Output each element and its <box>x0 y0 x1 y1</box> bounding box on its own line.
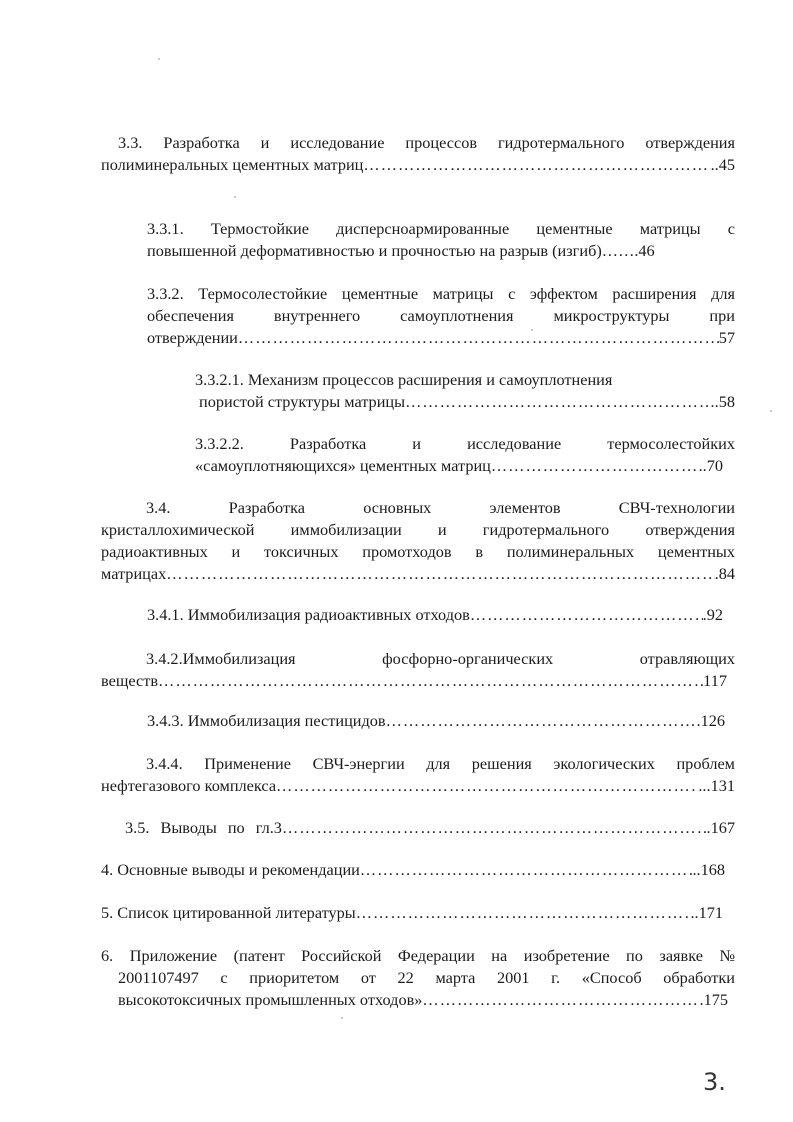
toc-text: 3.4. Разработка основных элементов СВЧ-технологии <box>146 498 735 517</box>
toc-text: 6. Приложение (патент Российской Федерации на изобретение по заявке № <box>101 946 735 965</box>
toc-entry-3-5 <box>125 817 735 839</box>
toc-leader-line <box>195 455 723 477</box>
toc-text: 3.5. Выводы по гл.3 <box>125 818 282 837</box>
leader-dots <box>405 391 715 413</box>
toc-leader-line <box>101 989 728 1011</box>
toc-page: ...131 <box>698 776 735 795</box>
scan-speck <box>770 410 772 412</box>
toc-text: высокотоксичных промышленных отходов» <box>118 990 423 1009</box>
toc-page: 117 <box>703 671 727 690</box>
leader-dots <box>470 604 703 626</box>
toc-page: .175 <box>699 990 728 1009</box>
page-number: 3. <box>703 1068 726 1096</box>
toc-entry-5 <box>101 902 723 924</box>
toc-text: полиминеральных цементных матриц <box>101 155 364 174</box>
leader-dots <box>363 154 710 176</box>
toc-entry-3-4-1 <box>147 604 723 626</box>
toc-page: .167 <box>706 818 735 837</box>
toc-text: 3.4.2.Иммобилизация фосфорно-органических отравляющих <box>146 649 735 668</box>
scan-speck <box>531 329 533 331</box>
leader-dots <box>282 817 707 839</box>
toc-leader-line <box>101 902 723 924</box>
toc-entry-3-3-1 <box>147 218 735 262</box>
toc-text: отверждении <box>147 328 238 347</box>
toc-page: .126 <box>696 711 725 730</box>
toc-text: повышенной деформативностью и прочностью на разрыв (изгиб) <box>147 241 602 260</box>
toc-leader-line <box>147 710 725 732</box>
toc-text: 3.3. Разработка и исследование процессов гидротермального отверждения <box>118 133 735 152</box>
toc-page: ..171 <box>690 903 723 922</box>
toc-leader-line <box>101 670 727 692</box>
toc-leader-line <box>101 154 735 176</box>
toc-page: .84 <box>714 564 735 583</box>
toc-entry-3-4-3 <box>147 710 725 732</box>
toc-text: веществ <box>101 671 159 690</box>
toc-text: пористой структуры матрицы <box>199 392 406 411</box>
toc-text: 4. Основные выводы и рекомендации <box>101 860 360 879</box>
leader-dots <box>491 455 699 477</box>
toc-page: ..70 <box>698 456 723 475</box>
toc-leader-line <box>147 327 735 349</box>
scan-speck <box>341 1017 343 1019</box>
scan-speck <box>158 58 160 60</box>
toc-page: ..45 <box>710 155 735 174</box>
toc-leader-line <box>147 604 723 626</box>
toc-entry-3-3 <box>101 132 735 176</box>
toc-text: 2001107497 с приоритетом от 22 марта 2001 г. «Способ обработки <box>118 968 735 987</box>
toc-text: матрицах <box>101 564 167 583</box>
leader-dots <box>360 859 693 881</box>
toc-page: ..168 <box>692 860 725 879</box>
toc-leader-line <box>101 775 735 797</box>
toc-text: 3.4.4. Применение СВЧ-энергии для решения экологических проблем <box>146 754 735 773</box>
leader-dots <box>276 775 698 797</box>
toc-page: .58 <box>714 392 735 411</box>
leader-dots <box>356 902 691 924</box>
toc-text: 3.3.1. Термостойкие дисперсноармированные цементные матрицы с <box>147 219 735 238</box>
toc-entry-4 <box>101 859 725 881</box>
toc-leader-line <box>147 240 735 262</box>
toc-entry-3-3-2-1 <box>195 369 735 413</box>
toc-text: 5. Список цитированной литературы <box>101 903 356 922</box>
scan-speck <box>234 196 236 198</box>
toc-leader-line <box>101 859 725 881</box>
toc-entry-3-4 <box>101 497 735 585</box>
toc-text: 3.4.1. Иммобилизация радиоактивных отходов <box>147 605 470 624</box>
toc-leader-line <box>195 391 735 413</box>
toc-text: 3.3.2. Термосолестойкие цементные матрицы с эффектом расширения для <box>147 284 735 303</box>
leader-dots <box>238 327 719 349</box>
leader-dots <box>158 670 703 692</box>
toc-leader-line <box>101 563 735 585</box>
toc-text: «самоуплотняющихся» цементных матриц <box>195 456 491 475</box>
toc-page: …….46 <box>601 241 655 260</box>
toc-text: кристаллохимической иммобилизации и гидротермального отверждения <box>101 520 735 539</box>
toc-page: .92 <box>702 605 723 624</box>
toc-text: нефтегазового комплекса <box>101 776 277 795</box>
toc-text: 3.3.2.2. Разработка и исследование термосолестойких <box>195 434 735 453</box>
leader-dots <box>166 563 714 585</box>
toc-text: 3.3.2.1. Механизм процессов расширения и самоуплотнения <box>195 370 613 389</box>
toc-entry-6 <box>101 945 735 1011</box>
toc-leader-line <box>125 817 735 839</box>
leader-dots <box>386 710 697 732</box>
toc-text: 3.4.3. Иммобилизация пестицидов <box>147 711 386 730</box>
toc-text: радиоактивных и токсичных промотходов в полиминеральных цементных <box>101 542 735 561</box>
leader-dots <box>422 989 699 1011</box>
toc-text: обеспечения внутреннего самоуплотнения микроструктуры при <box>147 306 735 325</box>
toc-entry-3-4-2 <box>101 648 735 692</box>
toc-page: 57 <box>718 328 735 347</box>
toc-entry-3-3-2-2 <box>195 433 735 477</box>
toc-entry-3-3-2 <box>147 283 735 349</box>
toc-entry-3-4-4 <box>101 753 735 797</box>
